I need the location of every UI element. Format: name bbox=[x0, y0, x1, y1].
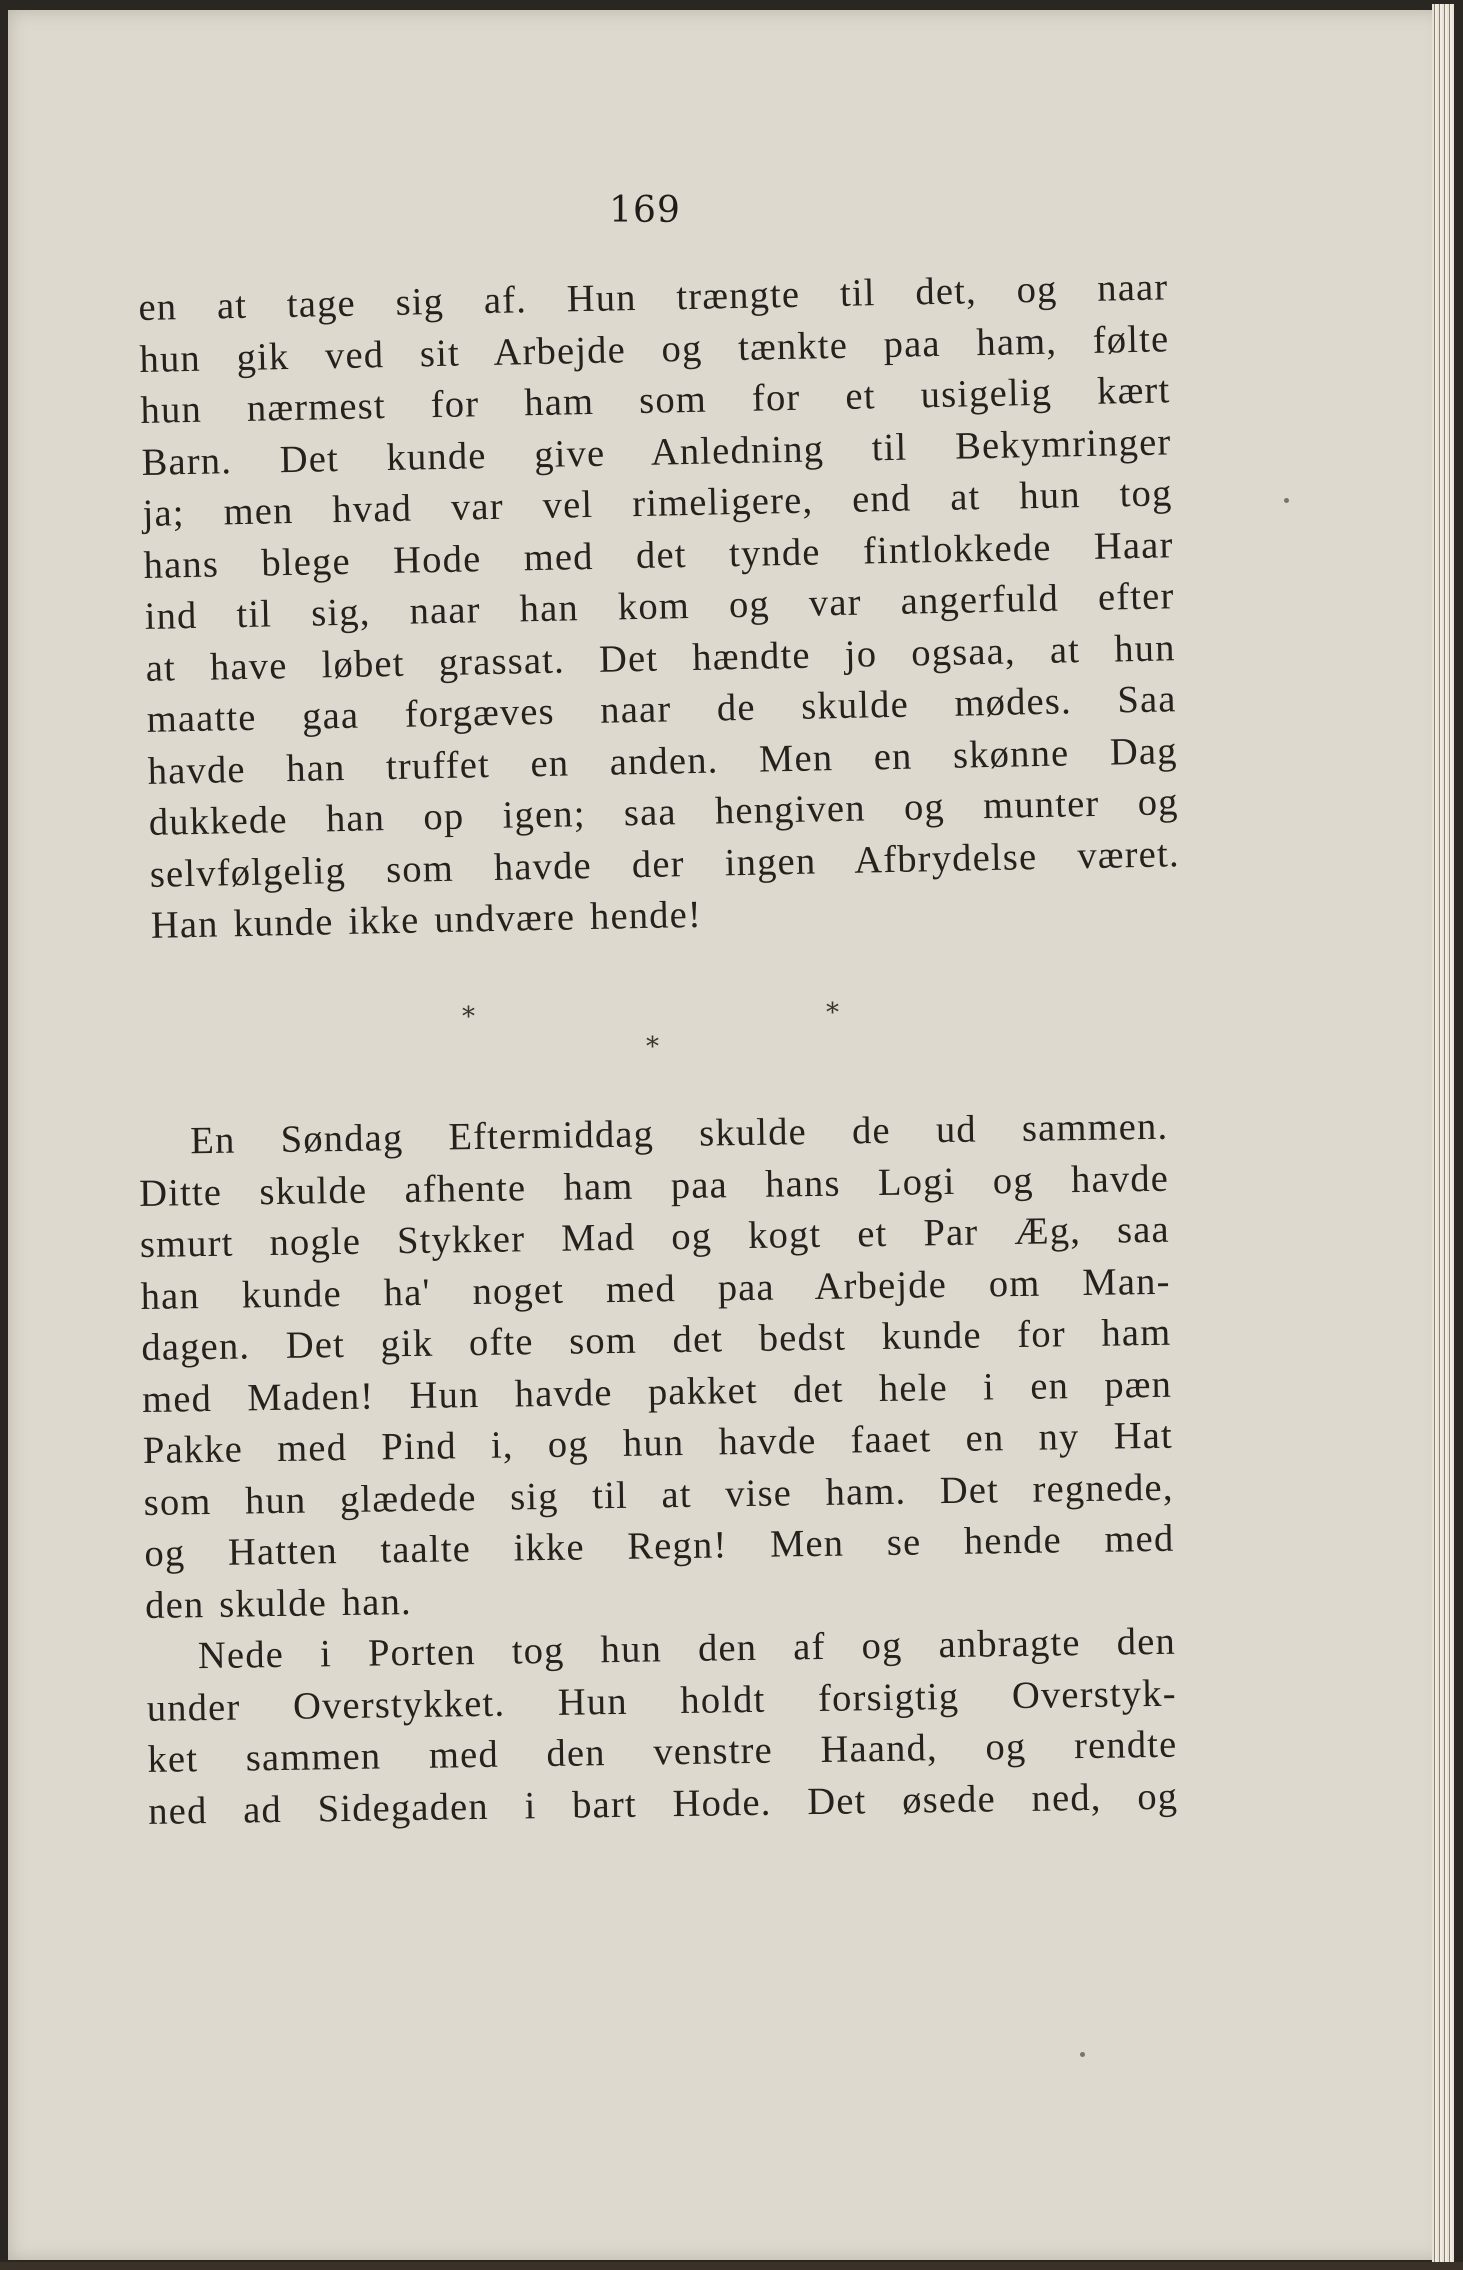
page-bottom-edge bbox=[0, 2262, 1463, 2270]
text-line: ja; men hvad var vel rimeligere, end at hun tog bbox=[142, 472, 1173, 535]
text-line: den skulde han. bbox=[144, 1580, 413, 1627]
page-number: 169 bbox=[609, 190, 681, 231]
text-line: en at tage sig af. Hun trængte til det, og naar bbox=[138, 266, 1169, 329]
text-line: Barn. Det kunde give Anledning til Bekymringer bbox=[141, 420, 1172, 484]
text-line: Han kunde ikke undvære hende! bbox=[150, 893, 703, 947]
text-line: selvfølgelig som havde der ingen Afbrydelse været. bbox=[149, 832, 1181, 896]
paper-speck bbox=[1284, 498, 1289, 503]
text-line: ind til sig, naar han kom og var angerfuld efter bbox=[144, 575, 1175, 638]
text-line: som hun glædede sig til at vise ham. Det regnede, bbox=[143, 1466, 1174, 1524]
text-line: dagen. Det gik ofte som det bedst kunde for ham bbox=[141, 1311, 1172, 1369]
text-line: under Overstykket. Hun holdt forsigtig Overstyk- bbox=[146, 1672, 1177, 1730]
text-line: En Søndag Eftermiddag skulde de ud sammen. bbox=[190, 1105, 1169, 1163]
text-line: og Hatten taalte ikke Regn! Men se hende med bbox=[144, 1517, 1175, 1575]
text-line: Nede i Porten tog hun den af og anbragte den bbox=[197, 1620, 1177, 1678]
section-break-asterisk: * bbox=[826, 998, 839, 1028]
text-line: han kunde ha' noget med paa Arbejde om Man- bbox=[140, 1260, 1171, 1318]
section-break-asterisk: * bbox=[462, 1002, 475, 1032]
text-line: hun gik ved sit Arbejde og tænkte paa ham, følte bbox=[139, 317, 1170, 381]
page-fore-edge bbox=[1432, 4, 1454, 2266]
text-line: Pakke med Pind i, og hun havde faaet en ny Hat bbox=[142, 1414, 1174, 1472]
paper-speck bbox=[1080, 2052, 1085, 2057]
text-line: maatte gaa forgæves naar de skulde mødes. Saa bbox=[146, 678, 1177, 741]
text-line: havde han truffet en anden. Men en skønne Dag bbox=[147, 729, 1179, 793]
paragraph-2-and-3 bbox=[138, 1102, 1179, 1838]
text-line: dukkede han op igen; saa hengiven og munter og bbox=[148, 781, 1180, 844]
text-line: hun nærmest for ham som for et usigelig kært bbox=[140, 369, 1171, 432]
text-line: hans blege Hode med det tynde fintlokkede Haar bbox=[143, 523, 1174, 587]
text-line: ned ad Sidegaden i bart Hode. Det øsede ned, og bbox=[147, 1775, 1179, 1833]
text-line: at have løbet grassat. Det hændte jo ogsaa, at hun bbox=[145, 626, 1176, 690]
section-break-asterisk: * bbox=[646, 1032, 659, 1062]
paragraph-1 bbox=[138, 262, 1181, 952]
text-line: Ditte skulde afhente ham paa hans Logi og havde bbox=[138, 1157, 1170, 1215]
text-line: med Maden! Hun havde pakket det hele i en pæn bbox=[141, 1363, 1173, 1421]
text-line: ket sammen med den venstre Haand, og rendte bbox=[147, 1723, 1178, 1781]
text-line: smurt nogle Stykker Mad og kogt et Par Æg, saa bbox=[139, 1208, 1171, 1266]
